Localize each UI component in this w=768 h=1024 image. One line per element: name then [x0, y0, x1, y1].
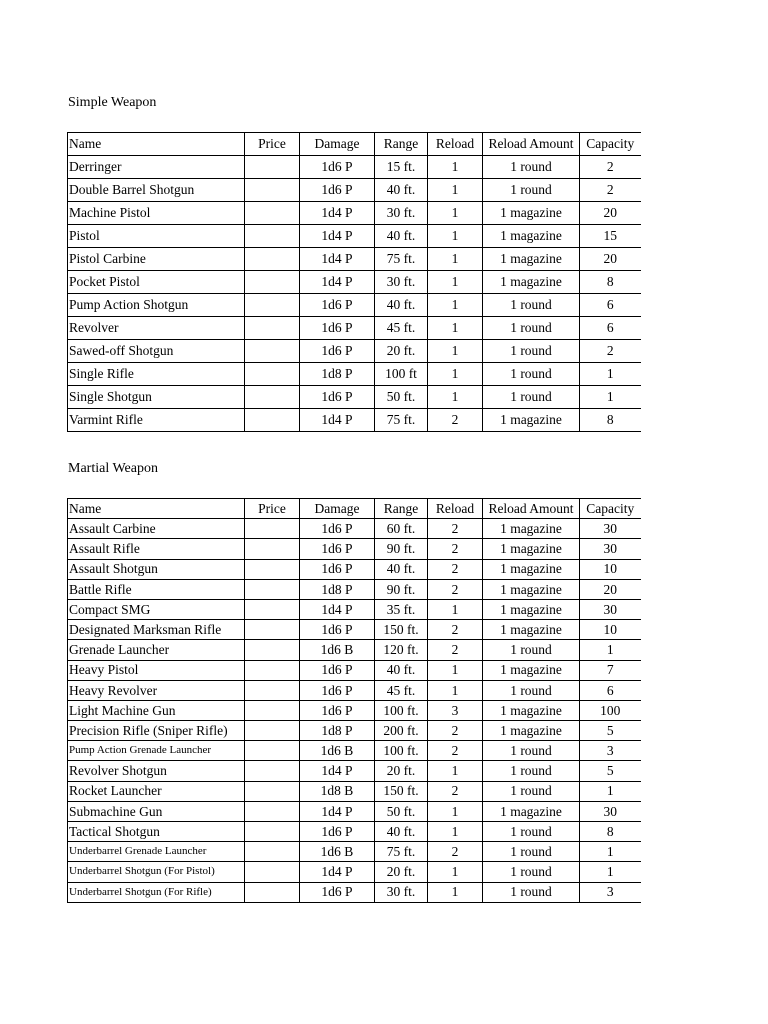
table-cell: 30	[580, 801, 641, 821]
table-row	[68, 761, 641, 781]
column-header: Price	[245, 133, 300, 156]
table-cell: 1 round	[483, 340, 580, 363]
table-cell: 1d6 P	[300, 559, 375, 579]
table-cell	[245, 862, 300, 882]
table-cell	[245, 317, 300, 340]
table-cell: 1	[428, 248, 483, 271]
table-cell: 75 ft.	[375, 842, 428, 862]
table-cell: 1 magazine	[483, 559, 580, 579]
table-cell: 35 ft.	[375, 599, 428, 619]
table-cell: 5	[580, 761, 641, 781]
table-cell: 200 ft.	[375, 721, 428, 741]
table-cell: Rocket Launcher	[68, 781, 245, 801]
table-cell: 1	[428, 225, 483, 248]
table-cell: 1	[428, 317, 483, 340]
table-cell	[245, 761, 300, 781]
table-row	[68, 225, 641, 248]
table-cell: 1	[580, 781, 641, 801]
table-cell: 20 ft.	[375, 761, 428, 781]
table-cell: 1 round	[483, 741, 580, 761]
table-cell: 2	[428, 721, 483, 741]
table-cell: 1 round	[483, 862, 580, 882]
table-cell: 120 ft.	[375, 640, 428, 660]
table-cell: 60 ft.	[375, 519, 428, 539]
table-cell	[245, 539, 300, 559]
table-cell	[245, 202, 300, 225]
table-cell: 1d6 P	[300, 539, 375, 559]
table-cell: Grenade Launcher	[68, 640, 245, 660]
table-cell	[245, 741, 300, 761]
table-cell: 100 ft	[375, 363, 428, 386]
table-cell: 3	[428, 700, 483, 720]
table-cell: 1	[428, 862, 483, 882]
table-cell: 45 ft.	[375, 317, 428, 340]
table-row	[68, 660, 641, 680]
table-cell: 45 ft.	[375, 680, 428, 700]
table-cell: 1d8 P	[300, 363, 375, 386]
table-cell: 75 ft.	[375, 248, 428, 271]
table-cell: Designated Marksman Rifle	[68, 620, 245, 640]
table-row	[68, 882, 641, 902]
table-cell: 1	[428, 882, 483, 902]
table-cell: 1 magazine	[483, 225, 580, 248]
table-cell: 6	[580, 294, 641, 317]
table-cell: 8	[580, 409, 641, 432]
table-cell: 40 ft.	[375, 179, 428, 202]
table-cell: 1d6 B	[300, 842, 375, 862]
martial-weapon-table	[67, 498, 641, 903]
table-cell: 1	[428, 680, 483, 700]
table-cell: 1 magazine	[483, 579, 580, 599]
table-cell: 1	[428, 660, 483, 680]
table-row	[68, 386, 641, 409]
table-cell: 1 round	[483, 179, 580, 202]
table-cell: Underbarrel Shotgun (For Pistol)	[68, 862, 245, 882]
simple-weapon-table	[67, 132, 641, 432]
column-header: Range	[375, 499, 428, 519]
table-cell: 1 magazine	[483, 409, 580, 432]
table-cell: 15	[580, 225, 641, 248]
table-cell: 1	[428, 801, 483, 821]
table-cell	[245, 882, 300, 902]
table-cell: 20	[580, 202, 641, 225]
table-cell: Tactical Shotgun	[68, 822, 245, 842]
table-row	[68, 640, 641, 660]
table-cell: 8	[580, 271, 641, 294]
table-row	[68, 271, 641, 294]
table-cell: 1d6 P	[300, 519, 375, 539]
table-cell: Compact SMG	[68, 599, 245, 619]
table-cell: 2	[428, 741, 483, 761]
column-header: Reload Amount	[483, 499, 580, 519]
table-cell: 1	[580, 640, 641, 660]
table-cell: 1	[428, 599, 483, 619]
table-row	[68, 620, 641, 640]
table-cell: 1 round	[483, 781, 580, 801]
table-cell: Pistol Carbine	[68, 248, 245, 271]
table-cell: 1 round	[483, 680, 580, 700]
table-cell	[245, 640, 300, 660]
table-cell: 1 round	[483, 640, 580, 660]
table-cell	[245, 179, 300, 202]
table-cell: 1d6 P	[300, 680, 375, 700]
table-cell: Derringer	[68, 156, 245, 179]
table-cell: 100	[580, 700, 641, 720]
table-cell: 2	[428, 640, 483, 660]
table-cell: 20 ft.	[375, 340, 428, 363]
table-cell: 40 ft.	[375, 294, 428, 317]
table-cell	[245, 822, 300, 842]
table-cell: Light Machine Gun	[68, 700, 245, 720]
table-cell: 1 round	[483, 386, 580, 409]
table-cell: 30 ft.	[375, 882, 428, 902]
table-row	[68, 156, 641, 179]
table-cell: 1	[428, 340, 483, 363]
table-cell: 1d4 P	[300, 409, 375, 432]
table-cell: 150 ft.	[375, 781, 428, 801]
table-row	[68, 539, 641, 559]
table-cell: 1d6 P	[300, 882, 375, 902]
table-cell: 1	[428, 761, 483, 781]
table-cell: Heavy Pistol	[68, 660, 245, 680]
column-header: Reload	[428, 499, 483, 519]
table-cell: 20	[580, 579, 641, 599]
table-cell: 1d8 P	[300, 721, 375, 741]
table-cell	[245, 721, 300, 741]
table-cell: 20	[580, 248, 641, 271]
table-cell: Heavy Revolver	[68, 680, 245, 700]
table-cell: 1d6 P	[300, 317, 375, 340]
table-cell: 50 ft.	[375, 386, 428, 409]
table-cell: 1d4 P	[300, 225, 375, 248]
table-cell: 3	[580, 882, 641, 902]
table-cell: Pocket Pistol	[68, 271, 245, 294]
table-cell: 1	[428, 294, 483, 317]
table-row	[68, 680, 641, 700]
table-row	[68, 721, 641, 741]
table-cell: 1 magazine	[483, 700, 580, 720]
table-cell: Underbarrel Shotgun (For Rifle)	[68, 882, 245, 902]
table-cell: 2	[580, 156, 641, 179]
table-cell	[245, 271, 300, 294]
table-cell: 1 magazine	[483, 539, 580, 559]
table-cell: 1d6 P	[300, 386, 375, 409]
table-cell	[245, 519, 300, 539]
table-cell	[245, 248, 300, 271]
table-cell: 1	[580, 386, 641, 409]
table-cell: 2	[428, 539, 483, 559]
table-cell: 30	[580, 599, 641, 619]
table-row	[68, 202, 641, 225]
table-cell: 6	[580, 317, 641, 340]
table-cell: 1 round	[483, 317, 580, 340]
table-cell: 7	[580, 660, 641, 680]
table-cell: Double Barrel Shotgun	[68, 179, 245, 202]
table-cell: 1	[428, 363, 483, 386]
table-cell	[245, 620, 300, 640]
table-cell	[245, 409, 300, 432]
table-cell: 20 ft.	[375, 862, 428, 882]
table-cell: 1 round	[483, 842, 580, 862]
column-header: Price	[245, 499, 300, 519]
table-cell: 1 magazine	[483, 271, 580, 294]
table-cell: 30 ft.	[375, 271, 428, 294]
header-row	[68, 133, 641, 156]
table-cell: 40 ft.	[375, 660, 428, 680]
table-cell: 3	[580, 741, 641, 761]
table-cell: 1 round	[483, 761, 580, 781]
table-cell: 1d6 B	[300, 640, 375, 660]
table-cell: 50 ft.	[375, 801, 428, 821]
table-row	[68, 822, 641, 842]
column-header: Damage	[300, 499, 375, 519]
table-cell: 1	[428, 179, 483, 202]
table-cell: Underbarrel Grenade Launcher	[68, 842, 245, 862]
table-cell	[245, 579, 300, 599]
table-cell: Assault Rifle	[68, 539, 245, 559]
table-cell: 2	[428, 409, 483, 432]
table-cell: 2	[428, 579, 483, 599]
table-cell: 1d4 P	[300, 271, 375, 294]
table-cell: 1d6 P	[300, 156, 375, 179]
table-cell	[245, 559, 300, 579]
column-header: Range	[375, 133, 428, 156]
table-cell	[245, 700, 300, 720]
table-cell: 1d6 P	[300, 340, 375, 363]
table-row	[68, 248, 641, 271]
table-row	[68, 700, 641, 720]
table-row	[68, 579, 641, 599]
table-cell: 1 magazine	[483, 801, 580, 821]
table-cell: 2	[428, 620, 483, 640]
table-cell: 100 ft.	[375, 700, 428, 720]
table-cell: 30	[580, 539, 641, 559]
table-cell: 1d8 B	[300, 781, 375, 801]
table-cell: 1 round	[483, 294, 580, 317]
table-cell: 2	[580, 340, 641, 363]
table-row	[68, 340, 641, 363]
table-cell	[245, 363, 300, 386]
column-header: Reload	[428, 133, 483, 156]
table-row	[68, 559, 641, 579]
table-cell: 1d6 P	[300, 620, 375, 640]
table-cell: 40 ft.	[375, 822, 428, 842]
table-cell: Sawed-off Shotgun	[68, 340, 245, 363]
table-cell: Pump Action Grenade Launcher	[68, 741, 245, 761]
table-cell	[245, 294, 300, 317]
simple-weapon-title: Simple Weapon	[68, 95, 157, 110]
table-cell	[245, 781, 300, 801]
table-row	[68, 781, 641, 801]
table-row	[68, 317, 641, 340]
table-cell: Assault Carbine	[68, 519, 245, 539]
table-row	[68, 862, 641, 882]
table-row	[68, 409, 641, 432]
table-cell	[245, 801, 300, 821]
table-cell: Pistol	[68, 225, 245, 248]
table-cell: Precision Rifle (Sniper Rifle)	[68, 721, 245, 741]
table-cell	[245, 660, 300, 680]
table-cell: 1 round	[483, 363, 580, 386]
table-cell: Single Shotgun	[68, 386, 245, 409]
table-cell: 2	[428, 559, 483, 579]
table-cell: 40 ft.	[375, 225, 428, 248]
table-cell: 1 magazine	[483, 660, 580, 680]
table-cell: 1	[428, 156, 483, 179]
table-cell: 1d6 P	[300, 179, 375, 202]
table-cell: 1 round	[483, 882, 580, 902]
table-cell: 1d8 P	[300, 579, 375, 599]
table-cell: Varmint Rifle	[68, 409, 245, 432]
table-row	[68, 363, 641, 386]
table-cell: 8	[580, 822, 641, 842]
table-row	[68, 842, 641, 862]
table-cell	[245, 680, 300, 700]
table-cell: 2	[428, 842, 483, 862]
table-cell: 6	[580, 680, 641, 700]
table-cell: 1 magazine	[483, 248, 580, 271]
column-header: Damage	[300, 133, 375, 156]
table-cell: 1d4 P	[300, 801, 375, 821]
table-row	[68, 741, 641, 761]
table-row	[68, 519, 641, 539]
table-cell: 150 ft.	[375, 620, 428, 640]
table-cell: 1d6 P	[300, 822, 375, 842]
table-cell: 1	[428, 822, 483, 842]
table-cell: Revolver	[68, 317, 245, 340]
martial-weapon-title: Martial Weapon	[68, 461, 158, 476]
table-cell: 90 ft.	[375, 539, 428, 559]
table-cell: 1d6 B	[300, 741, 375, 761]
table-cell: 90 ft.	[375, 579, 428, 599]
table-cell: 75 ft.	[375, 409, 428, 432]
table-cell	[245, 386, 300, 409]
table-cell: 30	[580, 519, 641, 539]
table-cell: 1 magazine	[483, 721, 580, 741]
table-cell: 1	[428, 271, 483, 294]
column-header: Name	[68, 499, 245, 519]
table-cell	[245, 340, 300, 363]
table-cell: 1d6 P	[300, 660, 375, 680]
table-cell: 10	[580, 620, 641, 640]
table-cell	[245, 156, 300, 179]
header-row	[68, 499, 641, 519]
table-cell	[245, 225, 300, 248]
table-cell	[245, 599, 300, 619]
table-cell: 2	[580, 179, 641, 202]
table-cell: 30 ft.	[375, 202, 428, 225]
table-cell: 1d4 P	[300, 599, 375, 619]
table-row	[68, 294, 641, 317]
table-cell: 1	[428, 202, 483, 225]
table-cell: 1	[428, 386, 483, 409]
table-cell: 10	[580, 559, 641, 579]
table-cell: 1d6 P	[300, 700, 375, 720]
table-cell: Pump Action Shotgun	[68, 294, 245, 317]
column-header: Capacity	[580, 499, 641, 519]
table-cell: 1 magazine	[483, 599, 580, 619]
table-cell: Battle Rifle	[68, 579, 245, 599]
table-cell: Machine Pistol	[68, 202, 245, 225]
table-cell: 1	[580, 842, 641, 862]
column-header: Capacity	[580, 133, 641, 156]
table-cell: 2	[428, 519, 483, 539]
table-cell: 1 magazine	[483, 202, 580, 225]
table-cell: Submachine Gun	[68, 801, 245, 821]
column-header: Name	[68, 133, 245, 156]
table-cell: 1	[580, 363, 641, 386]
table-cell: Assault Shotgun	[68, 559, 245, 579]
table-cell: 15 ft.	[375, 156, 428, 179]
table-cell: 1 magazine	[483, 519, 580, 539]
table-cell: 100 ft.	[375, 741, 428, 761]
table-row	[68, 801, 641, 821]
column-header: Reload Amount	[483, 133, 580, 156]
table-cell: 1	[580, 862, 641, 882]
table-cell: 1d6 P	[300, 294, 375, 317]
table-cell: 1d4 P	[300, 202, 375, 225]
table-row	[68, 179, 641, 202]
table-cell: Revolver Shotgun	[68, 761, 245, 781]
table-cell: Single Rifle	[68, 363, 245, 386]
table-cell: 1 round	[483, 156, 580, 179]
table-cell: 1d4 P	[300, 862, 375, 882]
table-cell: 1d4 P	[300, 761, 375, 781]
table-cell	[245, 842, 300, 862]
table-cell: 40 ft.	[375, 559, 428, 579]
table-row	[68, 599, 641, 619]
table-cell: 1d4 P	[300, 248, 375, 271]
table-cell: 2	[428, 781, 483, 801]
table-cell: 1 round	[483, 822, 580, 842]
table-cell: 5	[580, 721, 641, 741]
table-cell: 1 magazine	[483, 620, 580, 640]
